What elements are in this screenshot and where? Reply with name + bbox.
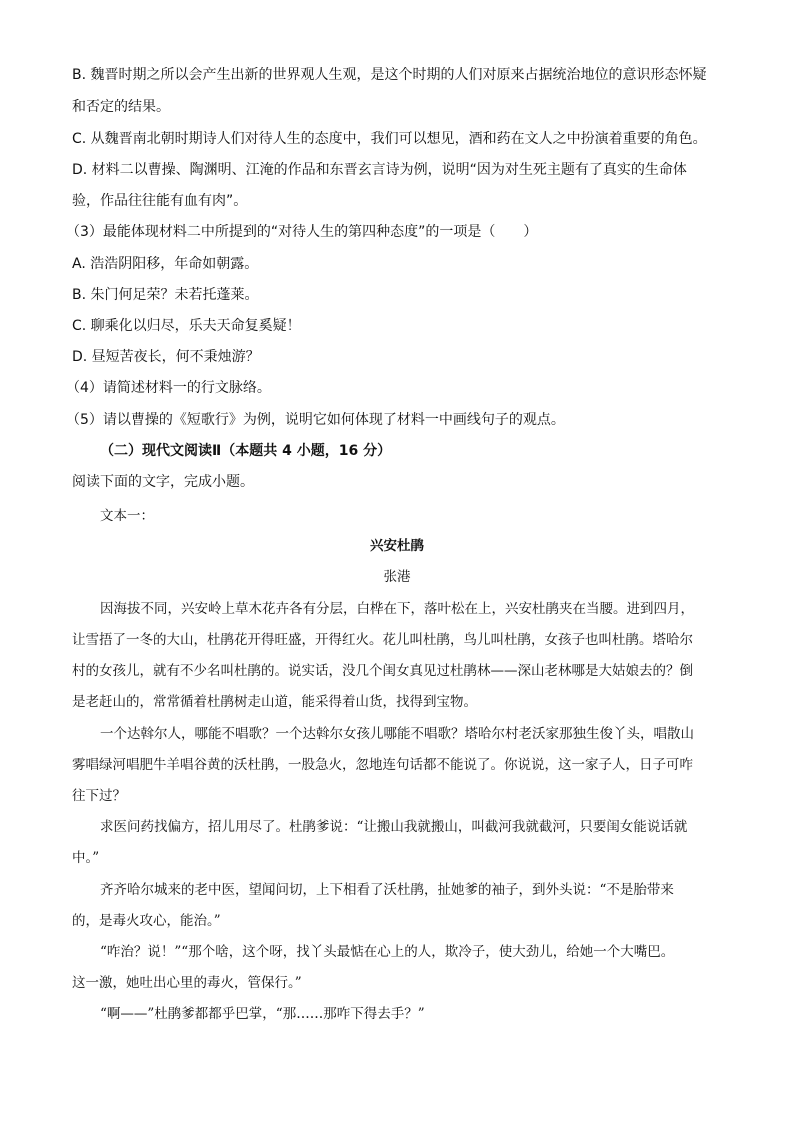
paragraph-1-line-4: 是老赶山的，常常循着杜鹃树走山道，能采得着山货，找得到宝物。	[72, 694, 477, 710]
paragraph-1-line-3: 村的女孩儿，就有不少名叫杜鹃的。说实话，没几个闺女真见过杜鹃林——深山老林哪是大姑娘去的？倒	[72, 663, 693, 679]
section-heading: （二）现代文阅读Ⅱ（本题共 4 小题，16 分）	[100, 443, 392, 459]
instruction: 阅读下面的文字，完成小题。	[72, 474, 254, 490]
question-3-option-b: B. 朱门何足荣？未若托蓬莱。	[72, 287, 259, 303]
paragraph-6-line-1: “啊——”杜鹃爹都都乎巴掌，“那……那咋下得去手？”	[100, 1006, 425, 1022]
option-b-line-1: B. 魏晋时期之所以会产生出新的世界观人生观，是这个时期的人们对原来占据统治地位的意识形态怀疑	[72, 67, 707, 83]
paragraph-2-line-2: 雾唱绿河唱肥牛羊唱谷黄的沃杜鹃，一股急火，忽地连句话都不能说了。你说说，这一家子人，日子可咋	[72, 757, 693, 773]
story-author: 张港	[383, 569, 411, 585]
option-c: C. 从魏晋南北朝时期诗人们对待人生的态度中，我们可以想见，酒和药在文人之中扮演着重要的角色。	[72, 131, 707, 147]
text-label: 文本一：	[100, 508, 154, 524]
paragraph-4-line-2: 的，是毒火攻心，能治。”	[72, 913, 221, 929]
paragraph-5-line-2: 这一激，她吐出心里的毒火，管保行。”	[72, 975, 302, 991]
story-title: 兴安杜鹃	[370, 538, 424, 554]
paragraph-5-line-1: “咋治？说！”“那个啥，这个呀，找丫头最惦在心上的人，欺冷子，使大劲儿，给她一个大嘴巴。	[100, 944, 675, 960]
question-3-option-c: C. 聊乘化以归尽，乐夫天命复奚疑！	[72, 318, 301, 334]
question-3-stem: （3）最能体现材料二中所提到的“对待人生的第四种态度”的一项是（ ）	[66, 224, 538, 240]
question-3-option-a: A. 浩浩阴阳移，年命如朝露。	[72, 256, 259, 272]
paragraph-4-line-1: 齐齐哈尔城来的老中医，望闻问切，上下相看了沃杜鹃，扯她爹的袖子，到外头说：“不是胎带来	[100, 882, 674, 898]
question-4: （4）请简述材料一的行文脉络。	[66, 380, 271, 396]
paragraph-3-line-1: 求医问药找偏方，招儿用尽了。杜鹃爹说：“让搬山我就搬山，叫截河我就截河，只要闺女能说话就	[100, 819, 688, 835]
paragraph-2-line-1: 一个达斡尔人，哪能不唱歌？一个达斡尔女孩儿哪能不唱歌？塔哈尔村老沃家那独生俊丫头，唱散山	[100, 726, 694, 742]
option-d-line-2: 验，作品往往能有血有肉”。	[72, 193, 248, 209]
question-5: （5）请以曹操的《短歌行》为例，说明它如何体现了材料一中画线句子的观点。	[66, 412, 565, 428]
paragraph-1-line-2: 让雪捂了一冬的大山，杜鹃花开得旺盛，开得红火。花儿叫杜鹃，鸟儿叫杜鹃，女孩子也叫杜鹃。塔哈尔	[72, 632, 693, 648]
option-b-line-2: 和否定的结果。	[72, 99, 170, 115]
paragraph-3-line-2: 中。”	[72, 850, 100, 866]
question-3-option-d: D. 昼短苦夜长，何不秉烛游？	[72, 349, 260, 365]
paragraph-2-line-3: 往下过？	[72, 788, 126, 804]
option-d-line-1: D. 材料二以曹操、陶渊明、江淹的作品和东晋玄言诗为例，说明“因为对生死主题有了真实的生命体	[72, 162, 687, 178]
paragraph-1-line-1: 因海拔不同，兴安岭上草木花卉各有分层，白桦在下，落叶松在上，兴安杜鹃夹在当腰。进到四月，	[100, 601, 694, 617]
